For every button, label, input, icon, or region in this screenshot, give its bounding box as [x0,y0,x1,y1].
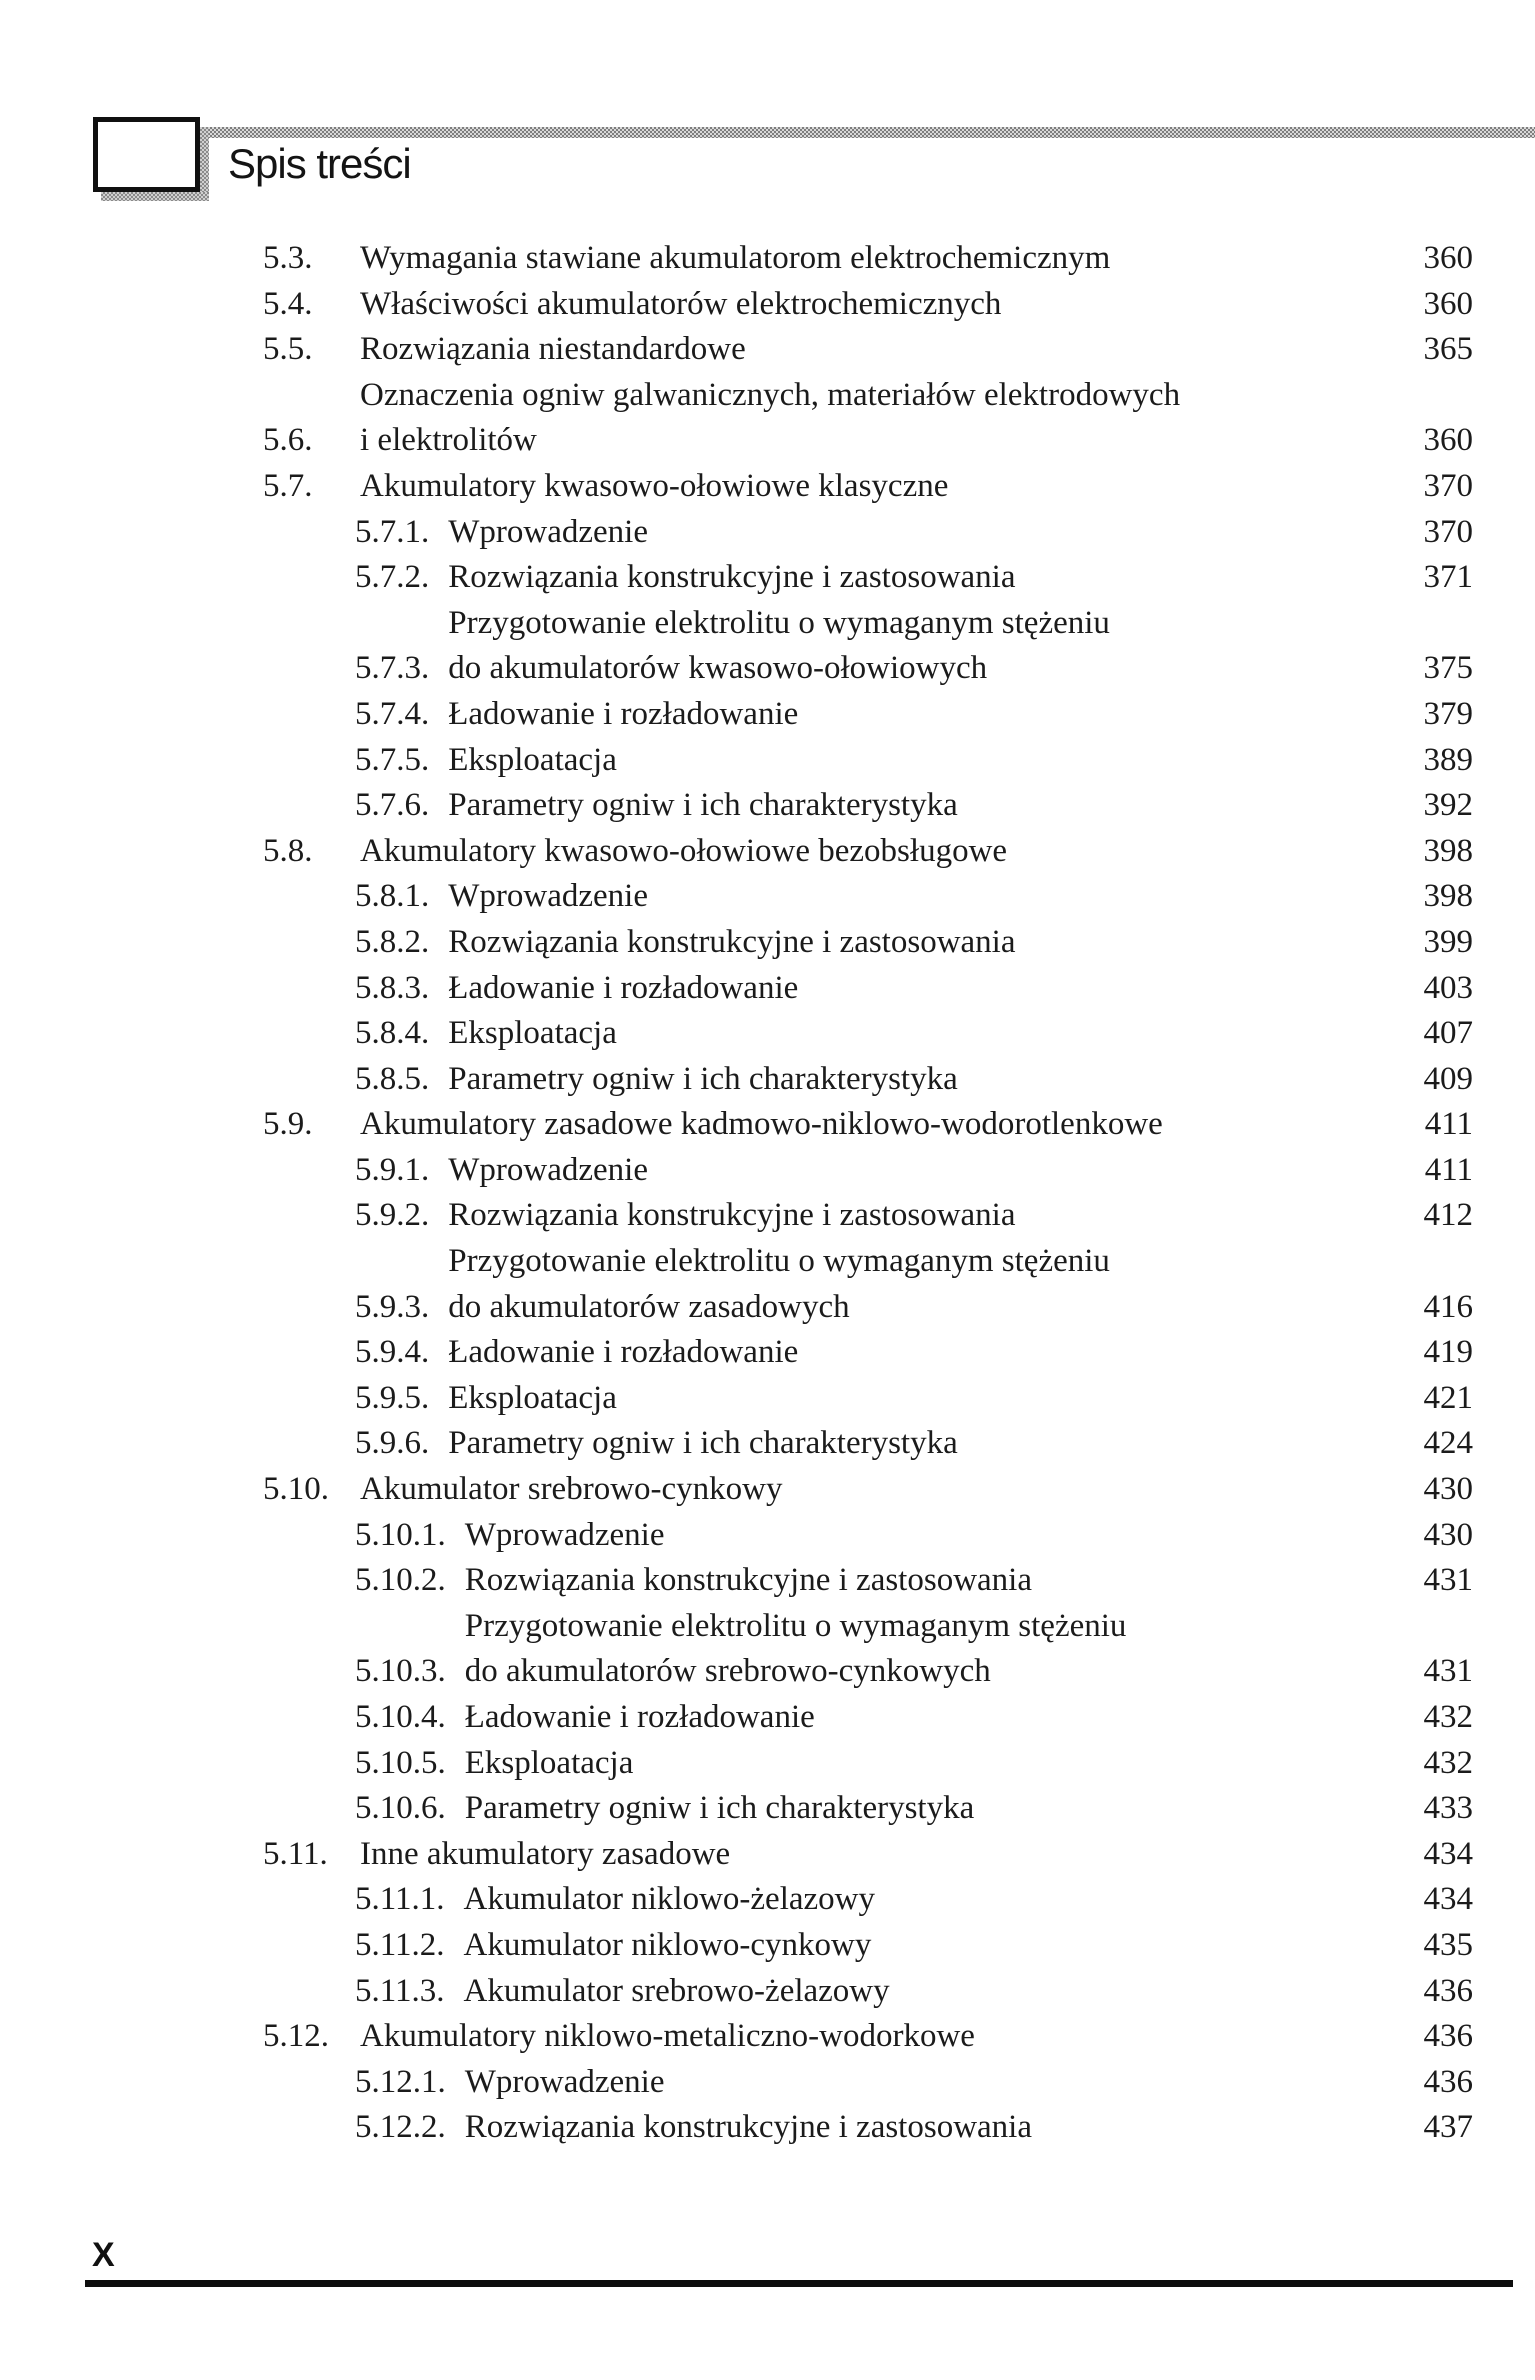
toc-entry-title: Rozwiązania konstrukcyjne i zastosowania [448,559,1016,596]
toc-entry-page: 370 [1423,467,1473,504]
header-box-shadow [101,192,209,201]
toc-entry-number: 5.8.2. [355,923,430,960]
header-box-shadow [200,127,209,197]
toc-entry-page: 371 [1423,559,1473,596]
toc-entry-number: 5.6. [263,422,313,459]
toc-entry [0,1786,1473,1832]
toc-entry-page: 416 [1423,1288,1473,1325]
toc-entry-page: 379 [1423,695,1473,732]
toc-entry-page: 431 [1423,1653,1473,1690]
toc-entry-number: 5.12. [263,2018,329,2055]
toc-entry-number: 5.8.4. [355,1015,430,1052]
toc-entry-number: 5.8.1. [355,878,430,915]
toc-entry [0,373,1473,464]
toc-entry-page: 421 [1423,1379,1473,1416]
toc-entry-title: Parametry ogniw i ich charakterystyka [448,1425,958,1462]
toc-entry-title: Ładowanie i rozładowanie [448,695,799,732]
toc-entry-title: Parametry ogniw i ich charakterystyka [448,1060,958,1097]
toc-entry [0,282,1473,328]
toc-entry-number: 5.11.1. [355,1881,445,1918]
toc-entry [0,1011,1473,1057]
toc-entry-page: 411 [1424,1106,1473,1143]
toc-entry-page: 432 [1423,1744,1473,1781]
toc-entry-number: 5.12.2. [355,2109,446,2146]
toc-entry-title: Parametry ogniw i ich charakterystyka [464,1790,975,1827]
toc-entry-number: 5.7.3. [355,650,430,687]
toc-entry-page: 375 [1423,650,1473,687]
toc-entry-number: 5.10.4. [355,1699,446,1735]
toc-entry [0,555,1473,601]
page-title: Spis treści [228,140,411,187]
toc-entry-page: 432 [1423,1699,1473,1735]
header-tab-box [93,117,200,192]
toc-entry-page: 398 [1423,878,1473,915]
toc-entry-title: Przygotowanie elektrolitu o wymaganym stężeniu do akumulatorów zasadowych [448,1243,1110,1325]
toc-entry-title: Przygotowanie elektrolitu o wymaganym stężeniu do akumulatorów srebrowo-cynkowych [464,1607,1127,1690]
toc-entry-number: 5.4. [263,285,313,322]
toc-entry-page: 419 [1423,1334,1473,1371]
toc-entry-number: 5.10.6. [355,1790,446,1827]
toc-entry [0,236,1473,282]
toc-entry-title: Rozwiązania konstrukcyjne i zastosowania [464,2109,1032,2146]
toc-entry-title: Wprowadzenie [464,1516,665,1553]
toc-entry [0,1330,1473,1376]
toc-entry-page: 389 [1423,741,1473,778]
footer-rule [85,2280,1513,2287]
toc-entry [0,1148,1473,1194]
toc-entry [0,2060,1473,2106]
toc-entry-page: 365 [1423,331,1473,368]
toc-entry [0,2105,1473,2151]
toc-entry-number: 5.8.3. [355,969,430,1006]
toc-entry-page: 360 [1423,285,1473,322]
toc-entry [0,1057,1473,1103]
toc-entry-number: 5.9. [263,1106,313,1143]
toc-entry [0,1558,1473,1604]
toc-entry [0,1877,1473,1923]
toc-entry-title: Inne akumulatory zasadowe [360,1835,731,1872]
toc-entry-number: 5.5. [263,331,313,368]
toc-entry-number: 5.11.2. [355,1926,445,1963]
toc-entry-page: 392 [1423,787,1473,824]
toc-entry-title: Rozwiązania konstrukcyjne i zastosowania [464,1562,1032,1599]
toc-entry-number: 5.7.5. [355,741,430,778]
toc-entry-title: Akumulator niklowo-cynkowy [463,1926,872,1963]
toc-entry-page: 398 [1423,832,1473,869]
toc-entry [0,1741,1473,1787]
toc-entry-number: 5.9.5. [355,1379,430,1416]
toc-entry-title: Akumulatory kwasowo-ołowiowe klasyczne [360,467,949,504]
toc-entry-title: Ładowanie i rozładowanie [464,1699,815,1735]
toc-entry [0,327,1473,373]
toc-entry-page: 409 [1423,1060,1473,1097]
toc-entry-number: 5.12.1. [355,2063,446,2100]
toc-entry-number: 5.11. [263,1835,328,1872]
toc-entry [0,874,1473,920]
toc-entry [0,1604,1473,1695]
toc-entry [0,1923,1473,1969]
toc-entry-number: 5.10.3. [355,1653,446,1690]
toc-entry-page: 436 [1423,2063,1473,2100]
toc-entry [0,1102,1473,1148]
toc-entry-page: 434 [1423,1881,1473,1918]
toc-entry-page: 399 [1423,923,1473,960]
toc-entry-page: 412 [1423,1197,1473,1234]
toc-entry-page: 411 [1424,1151,1473,1188]
toc-entry-title: Ładowanie i rozładowanie [448,969,799,1006]
toc-entry [0,966,1473,1012]
toc-entry-title: Rozwiązania konstrukcyjne i zastosowania [448,923,1016,960]
toc-entry-title: Eksploatacja [448,741,617,778]
toc-entry-title: Akumulatory zasadowe kadmowo-niklowo-wodorotlenkowe [360,1106,1163,1143]
toc-entry-number: 5.9.3. [355,1288,430,1325]
toc-entry-number: 5.7.6. [355,787,430,824]
toc-entry [0,783,1473,829]
toc-entry [0,2014,1473,2060]
toc-entry-title: Wprowadzenie [448,878,648,915]
toc-entry-number: 5.10.2. [355,1562,446,1599]
toc-entry-title: Przygotowanie elektrolitu o wymaganym stężeniu do akumulatorów kwasowo-ołowiowych [448,604,1110,687]
toc-entry-number: 5.9.6. [355,1425,430,1462]
toc-entry-page: 436 [1423,1972,1473,2009]
toc-entry-title: Akumulator niklowo-żelazowy [463,1881,875,1918]
toc-entry [0,1376,1473,1422]
toc-entry [0,601,1473,692]
toc-entry [0,1832,1473,1878]
toc-entry-title: Akumulator srebrowo-cynkowy [360,1471,783,1508]
toc-entry-title: Wprowadzenie [464,2063,665,2100]
toc-entry-title: Wprowadzenie [448,513,648,550]
toc-entry-page: 430 [1423,1471,1473,1508]
toc-entry [0,738,1473,784]
toc-entry-number: 5.9.4. [355,1334,430,1371]
toc-entry [0,1239,1473,1330]
toc-entry-title: Akumulator srebrowo-żelazowy [463,1972,890,2009]
toc-entry-page: 437 [1423,2109,1473,2146]
toc-entry-title: Eksploatacja [448,1015,617,1052]
toc-entry-title: Akumulatory kwasowo-ołowiowe bezobsługowe [360,832,1008,869]
toc-entry-title: Właściwości akumulatorów elektrochemicznych [360,285,1002,322]
toc-entry-number: 5.10.5. [355,1744,446,1781]
toc-entry-title: Wymagania stawiane akumulatorom elektrochemicznym [360,240,1111,276]
toc-entry [0,1467,1473,1513]
toc-entry-number: 5.7.1. [355,513,430,550]
toc-entry [0,464,1473,510]
table-of-contents [0,236,1473,2151]
toc-entry-title: Oznaczenia ogniw galwanicznych, materiałów elektrodowych i elektrolitów [360,376,1181,459]
toc-entry-page: 360 [1423,422,1473,459]
toc-entry-number: 5.9.1. [355,1151,430,1188]
toc-entry-page: 434 [1423,1835,1473,1872]
toc-entry-page: 430 [1423,1516,1473,1553]
toc-entry [0,1421,1473,1467]
toc-entry-title: Eksploatacja [464,1744,634,1781]
toc-entry-page: 360 [1423,240,1473,276]
toc-entry-number: 5.8.5. [355,1060,430,1097]
toc-entry-title: Wprowadzenie [448,1151,648,1188]
toc-entry-title: Eksploatacja [448,1379,617,1416]
toc-entry-title: Ładowanie i rozładowanie [448,1334,799,1371]
toc-entry [0,1513,1473,1559]
toc-entry-number: 5.7.2. [355,559,430,596]
toc-entry-title: Rozwiązania niestandardowe [360,331,746,368]
toc-entry-title: Akumulatory niklowo-metaliczno-wodorkowe [360,2018,975,2055]
toc-entry [0,1695,1473,1741]
toc-entry-number: 5.3. [263,240,313,276]
header-rule [196,127,1535,138]
toc-entry-page: 431 [1423,1562,1473,1599]
toc-entry-page: 436 [1423,2018,1473,2055]
toc-entry-page: 424 [1423,1425,1473,1462]
toc-entry-number: 5.10.1. [355,1516,446,1553]
toc-entry [0,1969,1473,2015]
toc-entry-number: 5.9.2. [355,1197,430,1234]
toc-entry-page: 407 [1423,1015,1473,1052]
toc-entry-number: 5.7. [263,467,313,504]
toc-entry-page: 435 [1423,1926,1473,1963]
toc-entry-number: 5.7.4. [355,695,430,732]
toc-entry [0,1193,1473,1239]
toc-entry [0,829,1473,875]
footer-page-number: X [92,2236,115,2274]
toc-entry-number: 5.11.3. [355,1972,445,2009]
toc-entry [0,920,1473,966]
toc-entry-number: 5.8. [263,832,313,869]
toc-entry-title: Parametry ogniw i ich charakterystyka [448,787,958,824]
toc-entry-number: 5.10. [263,1471,329,1508]
toc-entry [0,692,1473,738]
toc-entry-title: Rozwiązania konstrukcyjne i zastosowania [448,1197,1016,1234]
toc-entry [0,510,1473,556]
toc-entry-page: 403 [1423,969,1473,1006]
toc-entry-page: 370 [1423,513,1473,550]
toc-entry-page: 433 [1423,1790,1473,1827]
